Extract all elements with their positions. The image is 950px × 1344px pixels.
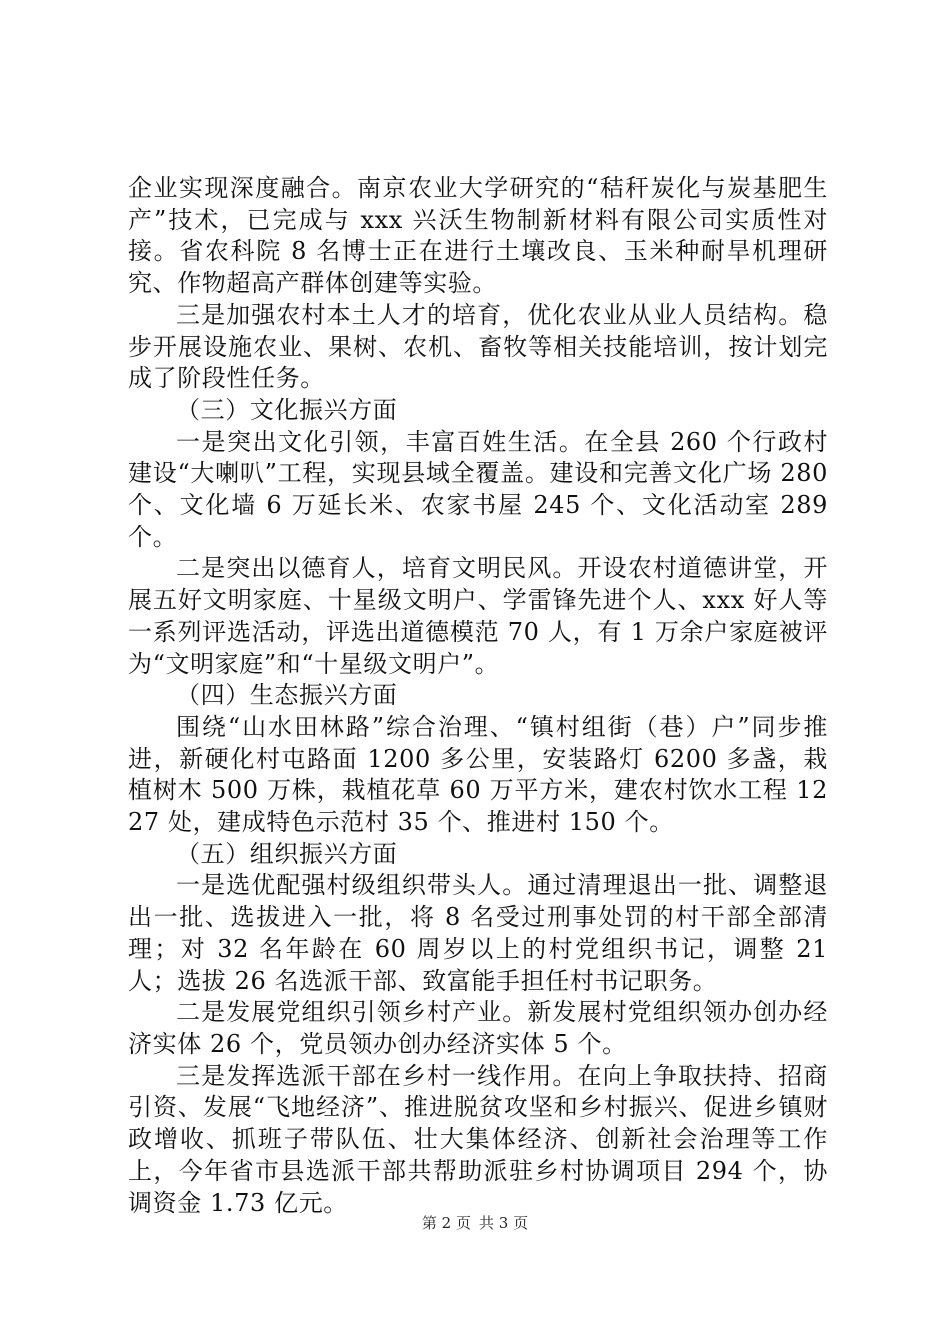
paragraph-1: 企业实现深度融合。南京农业大学研究的“秸秆炭化与炭基肥生产”技术，已完成与 xxx 兴沃生物制新材料有限公司实质性对接。省农科院 8 名博士正在进行土壤改良、玉米种耐旱机理研究、作物超高产群体创建等实验。 [128,174,828,298]
section-heading-culture: （三）文化振兴方面 [176,395,398,424]
paragraph-6: 一是选优配强村级组织带头人。通过清理退出一批、调整退出一批、选拔进入一批，将 8 名受过刑事处罚的村干部全部清理；对 32 名年龄在 60 周岁以上的村党组织书记，调整 21 人；选拔 26 名选派干部、致富能手担任村书记职务。 [128,871,828,995]
paragraph-3: 一是突出文化引领，丰富百姓生活。在全县 260 个行政村建设“大喇叭”工程，实现县域全覆盖。建设和完善文化广场 280 个、文化墙 6 万延长米、农家书屋 245 个、文化活动室 289 个。 [128,427,828,551]
section-heading-ecology: （四）生态振兴方面 [176,681,398,710]
page-footer [0,1213,950,1233]
paragraph-2: 三是加强农村本土人才的培育，优化农业从业人员结构。稳步开展设施农业、果树、农机、畜牧等相关技能培训，按计划完成了阶段性任务。 [128,300,828,393]
page-number: 第 2 页 [421,1214,471,1232]
paragraph-5: 围绕“山水田林路”综合治理、“镇村组街（巷）户”同步推进，新硬化村屯路面 1200 多公里，安装路灯 6200 多盏，栽植树木 500 万株，栽植花草 60 万平方米，建农村饮水工程 1227 处，建成特色示范村 35 个、推进村 150 个。 [128,712,828,837]
section-heading-organization: （五）组织振兴方面 [176,839,398,868]
paragraph-4: 二是突出以德育人，培育文明民风。开设农村道德讲堂，开展五好文明家庭、十星级文明户、学雷锋先进个人、xxx 好人等一系列评选活动，评选出道德模范 70 人，有 1 万余户家庭被评为“文明家庭”和“十星级文明户”。 [128,554,828,678]
page-total: 共 3 页 [479,1214,529,1232]
paragraph-7: 二是发展党组织引领乡村产业。新发展村党组织领办创办经济实体 26 个，党员领办创办经济实体 5 个。 [128,998,828,1058]
paragraph-8: 三是发挥选派干部在乡村一线作用。在向上争取扶持、招商引资、发展“飞地经济”、推进脱贫攻坚和乡村振兴、促进乡镇财政增收、抓班子带队伍、壮大集体经济、创新社会治理等工作上，今年省市县选派干部共帮助派驻乡村协调项目 294 个，协调资金 1.73 亿元。 [128,1061,828,1217]
document-body [128,173,828,1219]
